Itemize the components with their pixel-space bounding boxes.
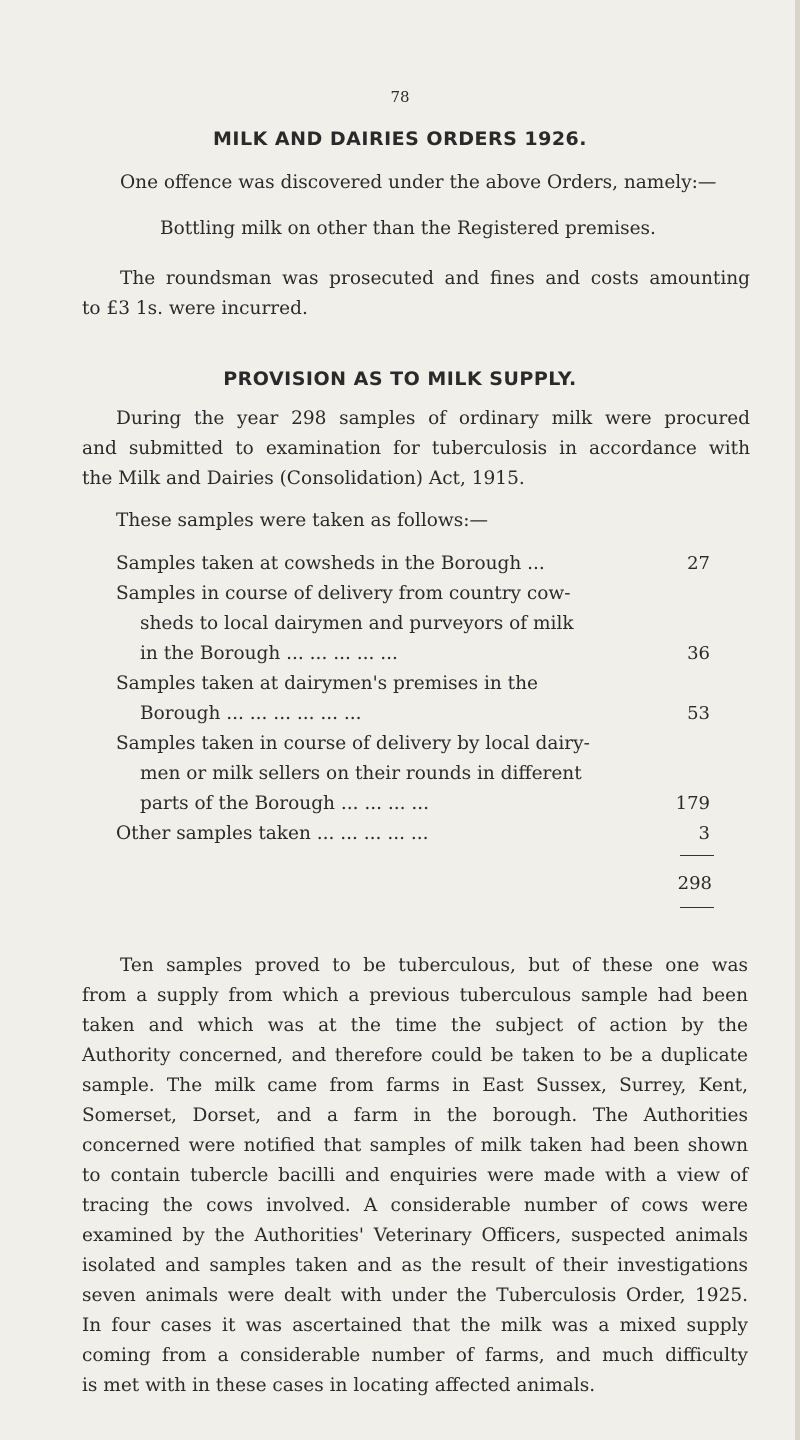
sample-item-country-line-3: in the Borough ... ... ... ... ... bbox=[140, 643, 398, 664]
page-number: 78 bbox=[390, 88, 410, 106]
total-rule-bottom bbox=[680, 907, 714, 908]
sample-value-other: 3 bbox=[698, 823, 710, 844]
sample-item-local-line-2: men or milk sellers on their rounds in different bbox=[140, 763, 582, 784]
findings-line-12: seven animals were dealt with under the Tuberculosis Order, 1925. bbox=[82, 1285, 748, 1306]
sample-total: 298 bbox=[677, 873, 712, 894]
findings-line-10: examined by the Authorities' Veterinary Officers, suspected animals bbox=[82, 1225, 748, 1246]
provision-line-2: and submitted to examination for tuberculosis in accordance with bbox=[82, 438, 750, 459]
findings-line-1: Ten samples proved to be tuberculous, but of these one was bbox=[120, 955, 748, 976]
total-rule-top bbox=[680, 855, 714, 856]
findings-line-15: is met with in these cases in locating affected animals. bbox=[82, 1375, 596, 1396]
offence-intro: One offence was discovered under the above Orders, namely:— bbox=[120, 172, 717, 193]
sample-item-other: Other samples taken ... ... ... ... ... bbox=[116, 823, 429, 844]
provision-line-3: the Milk and Dairies (Consolidation) Act, 1915. bbox=[82, 468, 525, 489]
sample-item-cowsheds: Samples taken at cowsheds in the Borough ... bbox=[116, 553, 545, 574]
section-heading-milk-dairies: MILK AND DAIRIES ORDERS 1926. bbox=[213, 128, 587, 150]
findings-line-2: from a supply from which a previous tuberculous sample had been bbox=[82, 985, 748, 1006]
section-heading-provision: PROVISION AS TO MILK SUPPLY. bbox=[223, 368, 577, 390]
prosecution-line-2: to £3 1s. were incurred. bbox=[82, 298, 308, 319]
findings-line-6: Somerset, Dorset, and a farm in the borough. The Authorities bbox=[82, 1105, 748, 1126]
sample-value-dairymen: 53 bbox=[687, 703, 710, 724]
sample-value-country: 36 bbox=[687, 643, 710, 664]
sample-value-local: 179 bbox=[675, 793, 710, 814]
sample-item-dairymen-line-1: Samples taken at dairymen's premises in the bbox=[116, 673, 538, 694]
sample-item-local-line-1: Samples taken in course of delivery by local dairy- bbox=[116, 733, 590, 754]
findings-line-9: tracing the cows involved. A considerable number of cows were bbox=[82, 1195, 748, 1216]
provision-line-1: During the year 298 samples of ordinary milk were procured bbox=[116, 408, 750, 429]
findings-line-8: to contain tubercle bacilli and enquiries were made with a view of bbox=[82, 1165, 748, 1186]
sample-item-country-line-2: sheds to local dairymen and purveyors of milk bbox=[140, 613, 574, 634]
offence-description: Bottling milk on other than the Registered premises. bbox=[160, 218, 656, 239]
samples-intro: These samples were taken as follows:— bbox=[116, 510, 488, 531]
prosecution-line-1: The roundsman was prosecuted and fines and costs amounting bbox=[120, 268, 750, 289]
sample-item-dairymen-line-2: Borough ... ... ... ... ... ... bbox=[140, 703, 362, 724]
findings-line-7: concerned were notified that samples of milk taken had been shown bbox=[82, 1135, 748, 1156]
sample-item-country-line-1: Samples in course of delivery from country cow- bbox=[116, 583, 571, 604]
findings-line-5: sample. The milk came from farms in East Sussex, Surrey, Kent, bbox=[82, 1075, 748, 1096]
findings-line-11: isolated and samples taken and as the result of their investigations bbox=[82, 1255, 748, 1276]
findings-line-4: Authority concerned, and therefore could be taken to be a duplicate bbox=[82, 1045, 748, 1066]
page-edge bbox=[795, 0, 800, 1440]
sample-value-cowsheds: 27 bbox=[687, 553, 710, 574]
findings-line-3: taken and which was at the time the subject of action by the bbox=[82, 1015, 748, 1036]
findings-line-13: In four cases it was ascertained that the milk was a mixed supply bbox=[82, 1315, 748, 1336]
sample-item-local-line-3: parts of the Borough ... ... ... ... bbox=[140, 793, 430, 814]
findings-line-14: coming from a considerable number of farms, and much difficulty bbox=[82, 1345, 748, 1366]
